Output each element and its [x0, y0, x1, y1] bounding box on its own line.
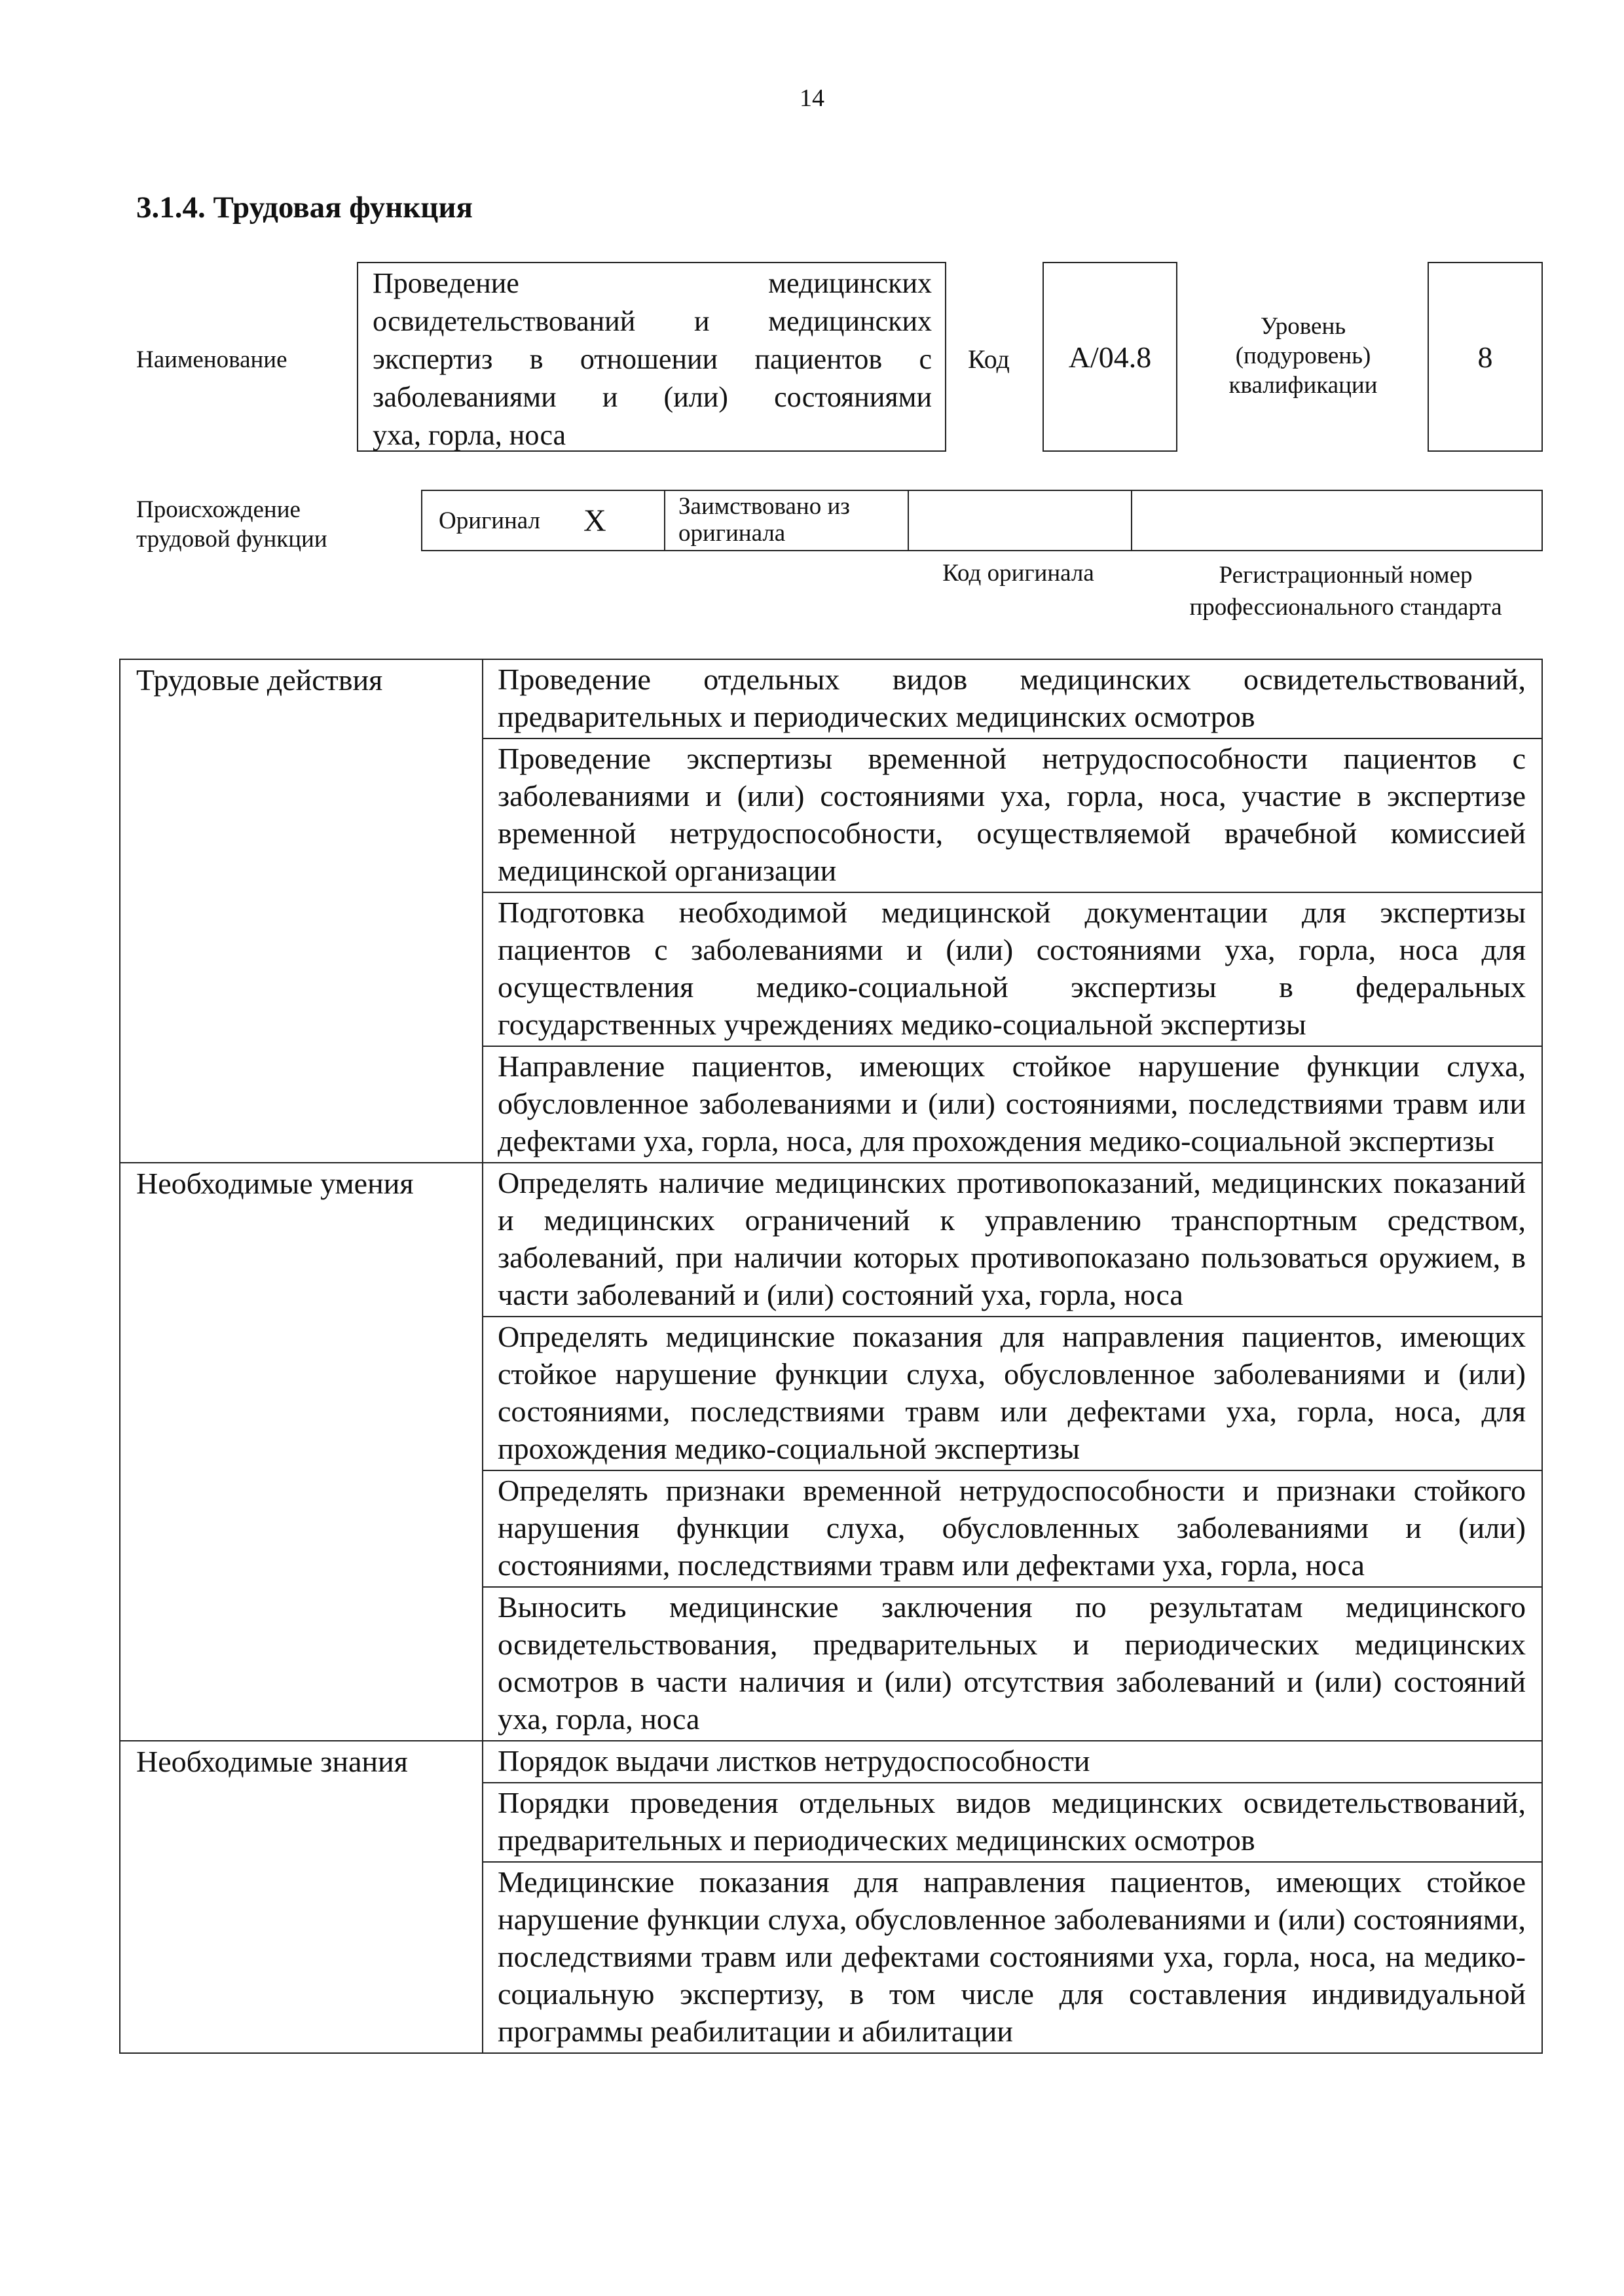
required-skill-item: Выносить медицинские заключения по результатам медицинского освидетельствования, предварительных и периодических медицинских осмотров в части наличия и (или) отсутствия заболеваний и (или) состояний уха, горла, носа — [483, 1587, 1542, 1741]
table-row — [120, 1163, 1542, 1317]
code-value: А/04.8 — [1043, 262, 1177, 452]
required-skill-item: Определять наличие медицинских противопоказаний, медицинских показаний и медицинских ограничений к управлению транспортным средством, заболеваний, при наличии которых противопоказано пользоваться оружием, в части заболеваний и (или) состояний уха, горла, носа — [483, 1163, 1542, 1317]
required-knowledge-label: Необходимые знания — [120, 1741, 483, 2053]
required-skills-label: Необходимые умения — [120, 1163, 483, 1741]
name-label: Наименование — [136, 346, 287, 373]
function-name-line: заболеваниями и (или) состояниями — [373, 381, 932, 413]
labor-action-item: Проведение отдельных видов медицинских освидетельствований, предварительных и периодических медицинских осмотров — [483, 659, 1542, 738]
required-skill-item: Определять медицинские показания для направления пациентов, имеющих стойкое нарушение функции слуха, обусловленное заболеваниями и (или) состояниями, последствиями травм или дефектами уха, горла, носа, для прохождения медико-социальной экспертизы — [483, 1317, 1542, 1470]
required-knowledge-item: Медицинские показания для направления пациентов, имеющих стойкое нарушение функции слуха, обусловленное заболеваниями и (или) состояниями, последствиями травм или дефектами состояниями уха, горла, носа, на медико-социальную экспертизу, в том числе для составления индивидуальной программы реабилитации и абилитации — [483, 1862, 1542, 2053]
page-number: 14 — [800, 84, 824, 112]
function-name-line: уха, горла, носа — [373, 419, 566, 451]
code-label: Код — [968, 344, 1010, 374]
section-title: 3.1.4. Трудовая функция — [136, 191, 473, 225]
borrowed-cell: Заимствовано из оригинала — [664, 491, 908, 550]
original-mark: X — [583, 503, 606, 538]
original-code-caption: Код оригинала — [942, 560, 1094, 587]
original-cell — [422, 491, 664, 550]
function-name-line: Проведение медицинских — [373, 267, 932, 299]
labor-function-table — [119, 659, 1543, 2054]
qualification-level-label: Уровень (подуровень) квалификации — [1228, 313, 1378, 399]
qualification-level-value: 8 — [1428, 262, 1543, 452]
labor-action-item: Проведение экспертизы временной нетрудоспособности пациентов с заболеваниями и (или) состояниями уха, горла, носа, участие в экспертизе временной нетрудоспособности, осуществляемой врачебной комиссией медицинской организации — [483, 738, 1542, 892]
original-label: Оригинал — [439, 507, 541, 534]
registration-number-cell — [1131, 491, 1541, 550]
required-knowledge-item: Порядки проведения отдельных видов медицинских освидетельствований, предварительных и периодических медицинских осмотров — [483, 1783, 1542, 1862]
table-row — [120, 659, 1542, 738]
required-knowledge-item: Порядок выдачи листков нетрудоспособности — [483, 1741, 1542, 1783]
origin-row — [421, 490, 1543, 551]
function-name-line: экспертиз в отношении пациентов с — [373, 343, 932, 375]
origin-label: Происхождение трудовой функции — [136, 496, 327, 553]
labor-action-item: Подготовка необходимой медицинской документации для экспертизы пациентов с заболеваниями и (или) состояниями уха, горла, носа для осуществления медико-социальной экспертизы в федеральных государственных учреждениях медико-социальной экспертизы — [483, 892, 1542, 1046]
labor-action-item: Направление пациентов, имеющих стойкое нарушение функции слуха, обусловленное заболеваниями и (или) состояниями, последствиями травм или дефектами уха, горла, носа, для прохождения медико-социальной экспертизы — [483, 1046, 1542, 1163]
table-row — [120, 1741, 1542, 1783]
function-name-box — [357, 262, 946, 452]
function-name-line: освидетельствований и медицинских — [373, 305, 932, 337]
labor-actions-label: Трудовые действия — [120, 659, 483, 1163]
required-skill-item: Определять признаки временной нетрудоспособности и признаки стойкого нарушения функции слуха, обусловленных заболеваниями и (или) состояниями, последствиями травм или дефектами уха, горла, носа — [483, 1470, 1542, 1587]
original-code-cell — [908, 491, 1131, 550]
registration-number-caption: Регистрационный номер профессионального стандарта — [1189, 562, 1502, 621]
